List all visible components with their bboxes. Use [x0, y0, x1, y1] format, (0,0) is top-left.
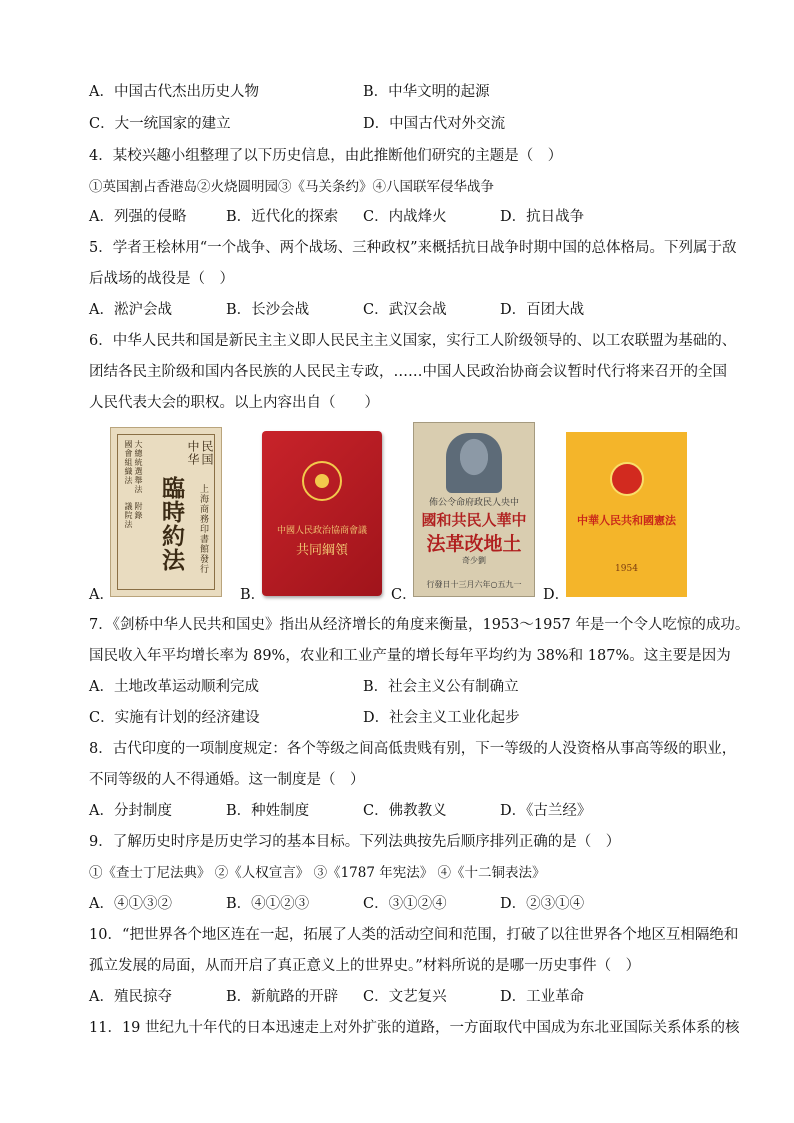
common-program-book-image: [262, 431, 382, 596]
q9-option-d: D．②③①④: [500, 896, 585, 912]
q5-option-b: B．长沙会战: [226, 302, 310, 318]
q6-stem-line1: 6．中华人民共和国是新民主主义即人民民主主义国家，实行工人阶级领导的、以工农联盟为基础的、: [89, 333, 737, 349]
provisional-constitution-book-image: [110, 427, 222, 597]
q4-option-b: B．近代化的探索: [226, 209, 339, 225]
q4-stem: 4．某校兴趣小组整理了以下历史信息，由此推断他们研究的主题是（ ）: [89, 148, 563, 164]
q7-stem-line2: 国民收入年平均增长率为 89%，农业和工业产量的增长每年平均约为 38%和 187%。这主要是因为: [89, 648, 731, 664]
q8-option-a: A．分封制度: [89, 803, 172, 819]
land-reform-law-book-image: [413, 422, 535, 597]
portrait-icon: [446, 433, 502, 493]
book-c-title2: 法革改地土: [426, 533, 522, 555]
book-a-col3: 大總統選舉法: [134, 440, 143, 494]
q9-option-b: B．④①②③: [226, 896, 310, 912]
q10-option-b: B．新航路的开辟: [226, 989, 339, 1005]
q11-stem-line1: 11．19 世纪九十年代的日本迅速走上对外扩张的道路，一方面取代中国成为东北亚国际关系体系的核: [89, 1020, 740, 1036]
q7-option-a: A．土地改革运动顺利完成: [89, 679, 259, 695]
q8-option-c: C．佛教教义: [363, 803, 447, 819]
q5-option-a: A．淞沪会战: [89, 302, 172, 318]
q5-stem-line1: 5．学者王桧林用“一个战争、两个战场、三种政权”来概括抗日战争时期中国的总体格局。下列属于敌: [89, 240, 737, 256]
q10-stem-line2: 孤立发展的局面，从而开启了真正意义上的世界史。”材料所说的是哪一历史事件（ ）: [89, 958, 641, 974]
book-c-bottom: 行發日十三月六年○五九一: [426, 580, 522, 589]
q9-option-c: C．③①②④: [363, 896, 447, 912]
q7-option-b: B．社会主义公有制确立: [363, 679, 519, 695]
book-a-publisher: 上海商務印書館發行: [198, 484, 208, 574]
q5-option-c: C．武汉会战: [363, 302, 447, 318]
q6-option-a: A．: [89, 587, 114, 603]
book-c-sub: 奇少劉: [462, 556, 486, 565]
q5-option-d: D．百团大战: [500, 302, 585, 318]
national-emblem-icon: [610, 462, 644, 496]
q6-stem-line2: 团结各民主阶级和国内各民族的人民民主专政，……中国人民政治协商会议暂时代行将来召开的全国: [89, 364, 727, 380]
q6-option-d: D．: [543, 587, 570, 603]
book-b-line2: 共同綱領: [295, 543, 348, 558]
q3-option-a: A．中国古代杰出历史人物: [89, 84, 259, 100]
cppcc-emblem-icon: [302, 461, 342, 501]
q8-stem-line2: 不同等级的人不得通婚。这一制度是（ ）: [89, 772, 365, 788]
q4-option-c: C．内战烽火: [363, 209, 447, 225]
q3-option-c: C．大一统国家的建立: [89, 116, 231, 132]
q9-info: ①《查士丁尼法典》 ②《人权宣言》 ③《1787 年宪法》 ④《十二铜表法》: [89, 865, 546, 881]
book-a-title: 臨時約法: [158, 476, 185, 572]
q6-option-c: C．: [391, 587, 417, 603]
q10-stem-line1: 10．“把世界各个地区连在一起，拓展了人类的活动空间和范围，打破了以往世界各个地区互相隔绝和: [89, 927, 739, 943]
q10-option-c: C．文艺复兴: [363, 989, 447, 1005]
q4-option-d: D．抗日战争: [500, 209, 585, 225]
q5-stem-line2: 后战场的战役是（ ）: [89, 271, 234, 287]
q10-option-d: D．工业革命: [500, 989, 585, 1005]
book-a-col3b: 國會組織法: [124, 440, 133, 485]
q8-option-b: B．种姓制度: [226, 803, 310, 819]
q4-option-a: A．列强的侵略: [89, 209, 187, 225]
book-a-col4b: 議院法: [124, 502, 133, 529]
book-a-col1: 中华: [186, 440, 200, 466]
q7-option-d: D．社会主义工业化起步: [363, 710, 520, 726]
q4-info: ①英国割占香港岛②火烧圆明园③《马关条约》④八国联军侵华战争: [89, 179, 494, 195]
q3-option-b: B．中华文明的起源: [363, 84, 490, 100]
q3-option-d: D．中国古代对外交流: [363, 116, 506, 132]
q7-option-c: C．实施有计划的经济建设: [89, 710, 260, 726]
book-d-year: 1954: [615, 564, 638, 574]
constitution-1954-book-image: [566, 432, 687, 597]
q6-stem-line3: 人民代表大会的职权。以上内容出自（ ）: [89, 395, 379, 411]
book-a-col4: 附錄: [134, 502, 143, 520]
book-a-col1b: 民国: [200, 440, 214, 466]
q9-option-a: A．④①③②: [89, 896, 172, 912]
q6-option-b: B．: [240, 587, 266, 603]
q10-option-a: A．殖民掠夺: [89, 989, 172, 1005]
q8-stem-line1: 8．古代印度的一项制度规定：各个等级之间高低贵贱有别，下一等级的人没资格从事高等级的职业，: [89, 741, 737, 757]
q9-stem: 9．了解历史时序是历史学习的基本目标。下列法典按先后顺序排列正确的是（ ）: [89, 834, 621, 850]
book-c-top: 佈公令命府政民人央中: [428, 498, 519, 508]
book-c-title1: 國和共民人華中: [421, 511, 527, 529]
q7-stem-line1: 7．《剑桥中华人民共和国史》指出从经济增长的角度来衡量，1953～1957 年是一个令人吃惊的成功。: [89, 617, 750, 633]
q8-option-d: D．《古兰经》: [500, 803, 592, 819]
book-d-title: 中華人民共和國憲法: [577, 514, 676, 527]
book-b-line1: 中國人民政治協商會議: [276, 526, 367, 536]
